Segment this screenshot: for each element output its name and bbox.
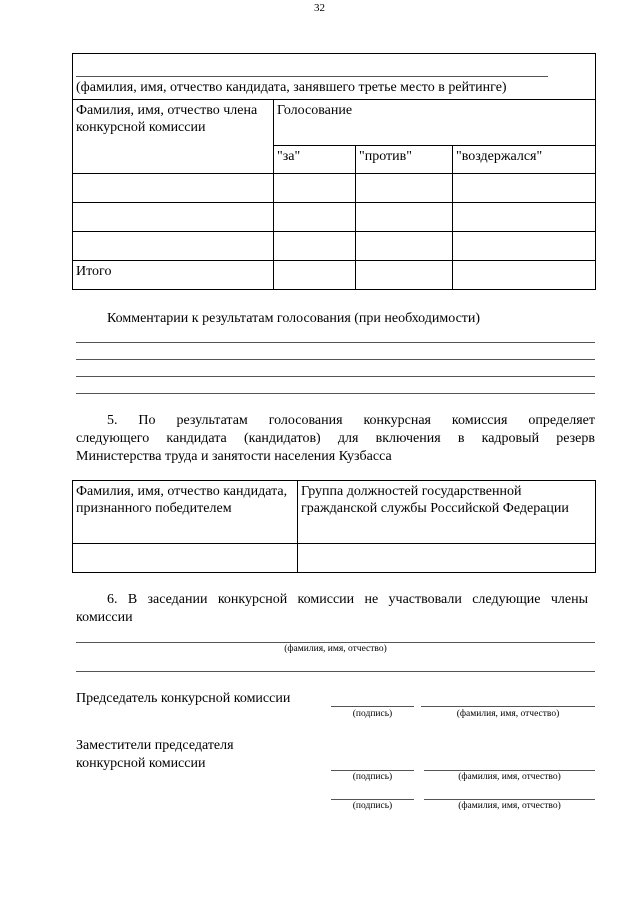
fio-line xyxy=(424,770,595,771)
section5-text xyxy=(76,412,595,466)
table-row xyxy=(73,481,596,544)
table-row xyxy=(73,232,596,261)
table-row xyxy=(73,54,596,100)
signature-line xyxy=(331,770,414,771)
comment-line xyxy=(76,342,595,343)
candidate-header: Фамилия, имя, отчество кандидата, признанного победителем xyxy=(73,481,298,544)
vote-abstain-header: "воздержался" xyxy=(453,146,596,174)
signature-caption: (подпись) xyxy=(352,801,393,811)
deputies-label-line: Заместители председателя xyxy=(76,738,234,753)
section5-line: Министерства труда и занятости населения Кузбасса xyxy=(76,449,392,464)
fio-caption: (фамилия, имя, отчество) xyxy=(456,709,560,719)
fio-line xyxy=(421,706,595,707)
vote-against-header: "против" xyxy=(356,146,453,174)
chairman-label: Председатель конкурсной комиссии xyxy=(76,691,291,706)
absent-members-line xyxy=(76,642,595,643)
fio-caption: (фамилия, имя, отчество) xyxy=(284,644,387,654)
absent-members-line xyxy=(76,671,595,672)
candidate-cell xyxy=(73,54,596,100)
deputies-label xyxy=(76,737,234,773)
deputies-label-line: конкурсной комиссии xyxy=(76,756,206,771)
fio-line xyxy=(424,799,595,800)
table-row xyxy=(73,100,596,146)
table-row xyxy=(73,174,596,203)
table-row xyxy=(73,544,596,573)
member-header: Фамилия, имя, отчество члена конкурсной комиссии xyxy=(73,100,274,174)
fio-caption: (фамилия, имя, отчество) xyxy=(458,772,561,782)
vote-header: Голосование xyxy=(274,100,596,146)
total-label: Итого xyxy=(73,261,274,290)
group-header: Группа должностей государственной гражданской службы Российской Федерации xyxy=(298,481,596,544)
section6-text xyxy=(76,591,588,627)
signature-caption: (подпись) xyxy=(352,709,393,719)
section5-line: следующего кандидата (кандидатов) для включения в кадровый резерв xyxy=(76,431,595,446)
table-row xyxy=(73,203,596,232)
table-row xyxy=(73,261,596,290)
comment-line xyxy=(76,359,595,360)
section6-line: 6. В заседании конкурсной комиссии не участвовали следующие члены xyxy=(107,592,588,607)
voting-table xyxy=(72,53,596,290)
fio-caption: (фамилия, имя, отчество) xyxy=(458,801,561,811)
winner-table xyxy=(72,480,596,573)
candidate-caption: (фамилия, имя, отчество кандидата, занявшего третье место в рейтинге) xyxy=(76,80,507,95)
comment-line xyxy=(76,393,595,394)
section5-line: 5. По результатам голосования конкурсная комиссия определяет xyxy=(107,413,595,428)
page-number: 32 xyxy=(314,2,325,14)
signature-caption: (подпись) xyxy=(352,772,393,782)
comments-label: Комментарии к результатам голосования (при необходимости) xyxy=(107,311,481,326)
signature-line xyxy=(331,706,414,707)
signature-line xyxy=(331,799,414,800)
vote-for-header: "за" xyxy=(274,146,356,174)
candidate-name-line xyxy=(76,76,548,77)
comment-line xyxy=(76,376,595,377)
section6-line: комиссии xyxy=(76,610,133,625)
